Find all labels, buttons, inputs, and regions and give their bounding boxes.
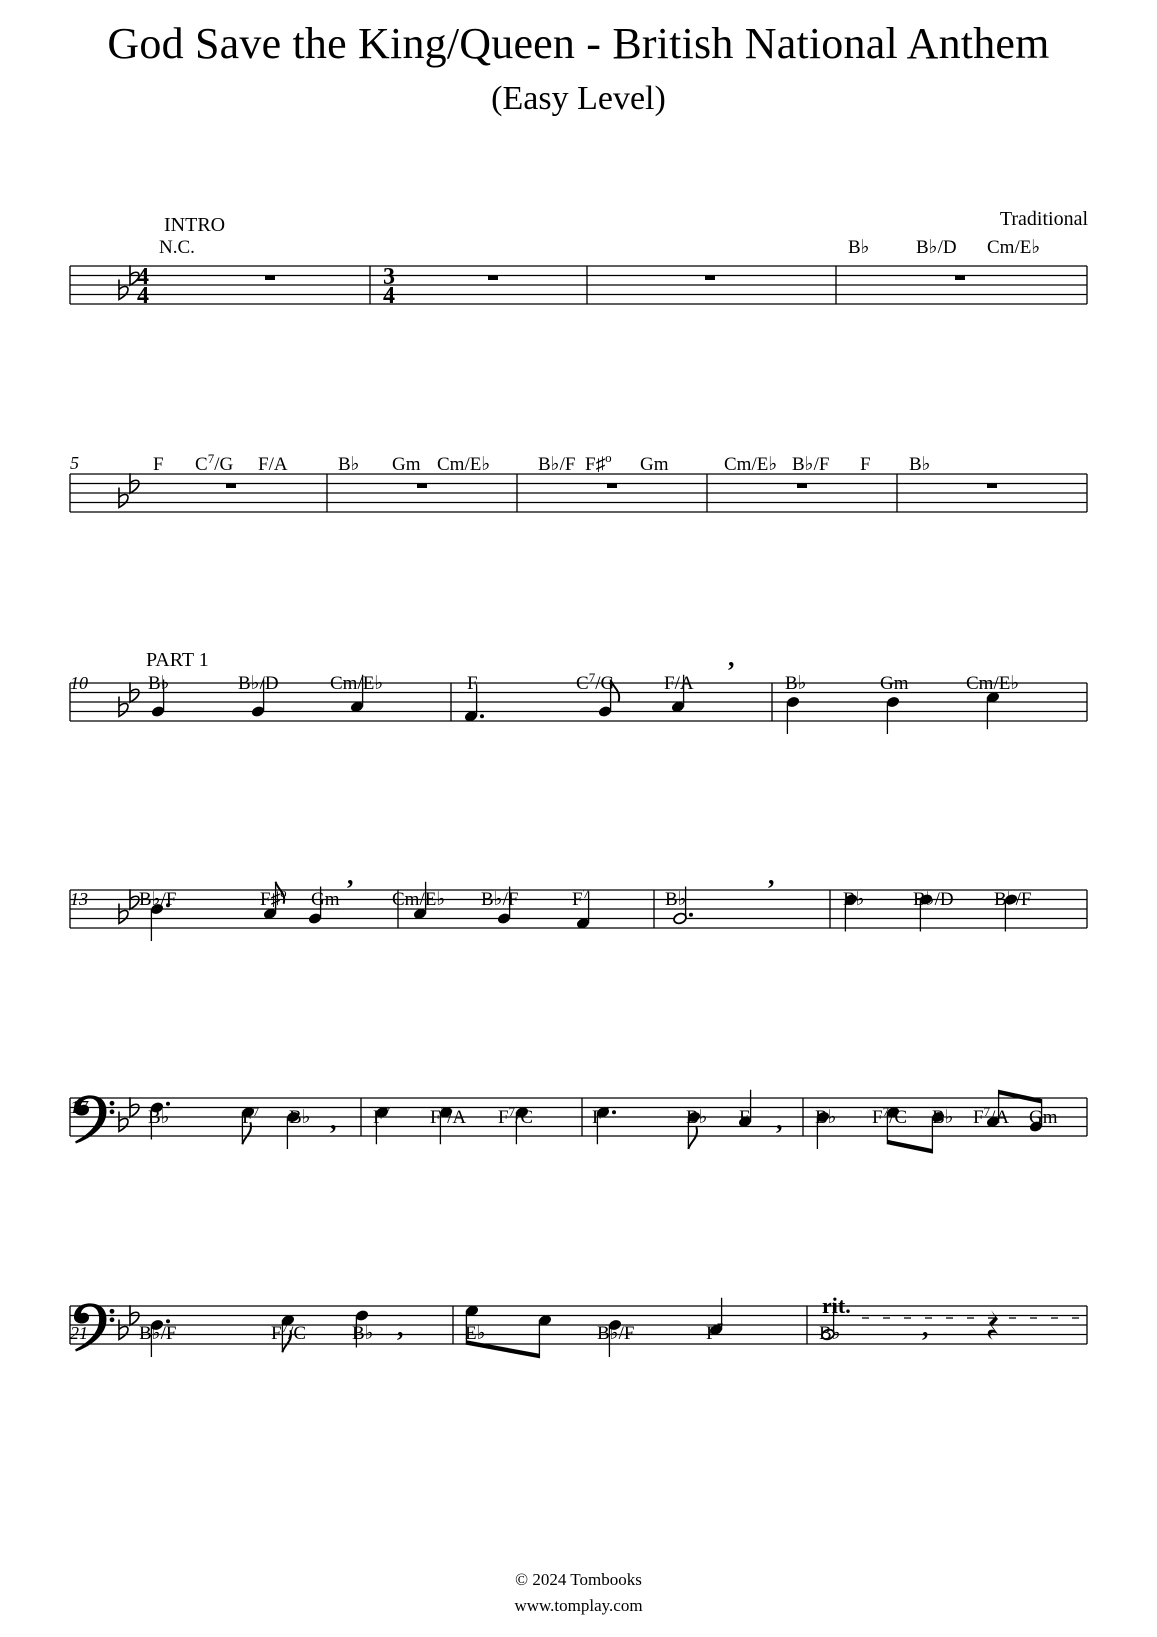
chord-symbol: B♭ <box>352 1323 374 1344</box>
chord-symbol: B♭ <box>819 1323 841 1344</box>
chord-symbol: $F^7/A$ <box>973 1104 1010 1128</box>
breath-mark: , <box>728 643 735 672</box>
whole-rest-icon <box>797 484 807 489</box>
whole-rest-icon <box>226 484 236 489</box>
chord-symbol: Cm/E♭ <box>966 673 1020 694</box>
chord-symbol: B♭ <box>686 1107 708 1128</box>
staff <box>70 266 1087 304</box>
chord-symbol: Cm/E♭ <box>724 454 778 475</box>
flat-icon <box>119 697 128 717</box>
chord-symbol: Gm <box>392 454 421 475</box>
chord-symbol: Gm <box>1029 1107 1058 1128</box>
breath-mark: , <box>330 1106 337 1135</box>
whole-rest-icon <box>417 484 427 489</box>
chord-symbol: $F^7$ <box>242 1104 260 1128</box>
note <box>886 695 901 734</box>
chord-symbol: $F^7$ <box>706 1320 724 1344</box>
chord-symbol: B♭/D <box>238 673 279 694</box>
chord-symbol: B♭/D <box>913 889 954 910</box>
chord-symbol: B♭ <box>815 1107 837 1128</box>
chord-symbol: $F^7$ <box>592 1104 610 1128</box>
whole-rest-icon <box>987 484 997 489</box>
flat-icon <box>119 904 128 924</box>
clef-dot <box>110 1101 115 1106</box>
breath-mark: , <box>397 1313 404 1342</box>
clef-dot <box>110 1309 115 1314</box>
chord-symbol: $F^7/C$ <box>271 1320 307 1344</box>
chord-symbol: B♭ <box>785 673 807 694</box>
beam <box>887 1140 932 1154</box>
chord-symbol: Gm <box>640 454 669 475</box>
chord-symbol: N.C. <box>159 237 195 258</box>
breath-mark: , <box>768 861 775 890</box>
staff <box>70 1306 1087 1344</box>
whole-rest-icon <box>488 276 498 281</box>
chord-symbol: F/A <box>258 454 288 475</box>
piece-title: God Save the King/Queen - British National Anthem <box>107 19 1050 68</box>
chord-symbol: B♭ <box>338 454 360 475</box>
chord-symbol: B♭/F <box>538 454 576 475</box>
staff <box>70 474 1087 512</box>
whole-rest-icon <box>607 484 617 489</box>
note <box>786 695 801 734</box>
measure-number: 10 <box>70 673 88 693</box>
measure-number: 17 <box>70 1097 88 1117</box>
intro-marking: INTRO <box>164 214 226 236</box>
chord-symbol: B♭ <box>148 1107 170 1128</box>
whole-rest-icon <box>265 276 275 281</box>
time-signature-denominator: 4 <box>137 283 149 309</box>
chord-symbol: F <box>860 454 871 475</box>
time-signature-numerator: 4 <box>137 264 149 290</box>
chord-symbol: B♭ <box>665 889 687 910</box>
website-link: www.tomplay.com <box>514 1596 643 1615</box>
part1-marking: PART 1 <box>146 649 209 671</box>
measure-number: 21 <box>70 1323 88 1343</box>
chord-symbol: B♭/F <box>139 889 177 910</box>
chord-symbol: E♭ <box>465 1323 486 1344</box>
chord-symbol: B♭ <box>932 1107 954 1128</box>
flat-icon <box>119 1320 128 1340</box>
chord-symbol: $F^7$ <box>572 886 590 910</box>
chord-symbol: $F^7/A$ <box>430 1104 467 1128</box>
augmentation-dot <box>166 1102 170 1106</box>
whole-rest-icon <box>705 276 715 281</box>
clef-dot <box>110 1317 115 1322</box>
chord-symbol: B♭/F <box>792 454 830 475</box>
measure-number: 13 <box>70 889 88 909</box>
chord-symbol: B♭ <box>909 454 931 475</box>
chord-symbol: $C^7/G$ <box>195 451 234 475</box>
chord-symbol: F♯$^o$ <box>585 450 612 475</box>
chord-symbol: B♭/F <box>139 1323 177 1344</box>
chord-symbol: $F^7/C$ <box>872 1104 908 1128</box>
chord-symbol: B♭ <box>843 889 865 910</box>
chord-symbol: $F^7$ <box>373 1104 391 1128</box>
chord-symbol: F <box>153 454 164 475</box>
chord-symbol: F <box>467 673 478 694</box>
chord-symbol: $C^7/G$ <box>576 670 615 694</box>
breath-mark: , <box>776 1106 783 1135</box>
time-signature-denominator: 4 <box>383 283 395 309</box>
whole-rest-icon <box>955 276 965 281</box>
composer-credit: Traditional <box>999 208 1088 230</box>
breath-mark: , <box>922 1313 929 1342</box>
beam <box>999 1090 1042 1104</box>
flat-icon <box>119 1112 128 1132</box>
chord-symbol: B♭/F <box>481 889 519 910</box>
chord-symbol: B♭ <box>848 237 870 258</box>
chord-symbol: Cm/E♭ <box>330 673 384 694</box>
note <box>986 691 1001 730</box>
augmentation-dot <box>612 1110 616 1114</box>
chord-symbol: $F^7/C$ <box>498 1104 534 1128</box>
augmentation-dot <box>689 913 693 917</box>
flag <box>688 1127 697 1149</box>
chord-symbol: Gm <box>880 673 909 694</box>
chord-symbol: B♭ <box>289 1107 311 1128</box>
chord-symbol: B♭/F <box>597 1323 635 1344</box>
clef-dot <box>110 1109 115 1114</box>
flat-icon <box>119 280 128 300</box>
ritardando-marking: rit. <box>822 1293 851 1318</box>
note <box>538 1314 553 1359</box>
time-signature-numerator: 3 <box>383 264 395 290</box>
chord-symbol: F♯$^o$ <box>260 885 287 910</box>
chord-symbol: B♭/F <box>994 889 1032 910</box>
chord-symbol: B♭ <box>148 673 170 694</box>
measure-number: 5 <box>70 453 79 473</box>
copyright-notice: © 2024 Tombooks <box>515 1570 642 1589</box>
difficulty-subtitle: (Easy Level) <box>491 80 666 117</box>
chord-symbol: F/A <box>664 673 694 694</box>
chord-symbol: F <box>739 1107 750 1128</box>
chord-symbol: Cm/E♭ <box>437 454 491 475</box>
chord-symbol: Cm/E♭ <box>987 237 1041 258</box>
chord-symbol: Cm/E♭ <box>392 889 446 910</box>
breath-mark: , <box>347 861 354 890</box>
augmentation-dot <box>480 714 484 718</box>
chord-symbol: B♭/D <box>916 237 957 258</box>
chord-symbol: Gm <box>311 889 340 910</box>
flat-icon <box>119 488 128 508</box>
